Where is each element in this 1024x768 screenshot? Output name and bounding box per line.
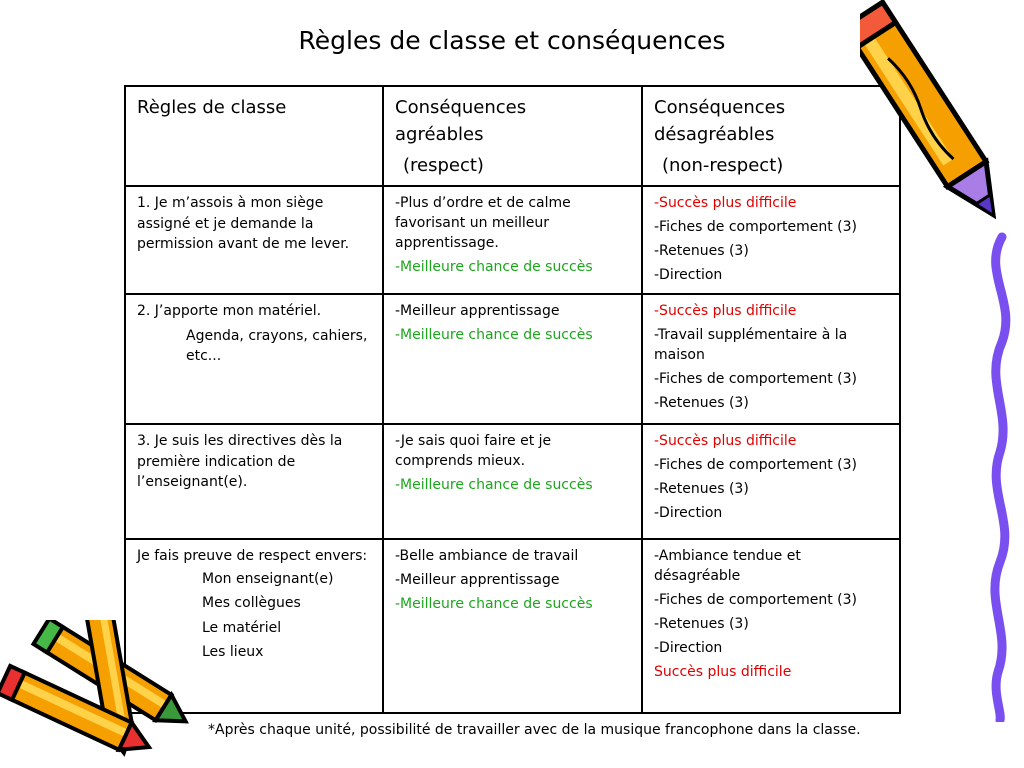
negative-cell: -Ambiance tendue et désagréable -Fiches de comportement (3) -Retenues (3) -Direction Succès plus difficile (642, 539, 900, 713)
header-negative: Conséquences désagréables (non-respect) (642, 86, 900, 186)
positive-cell: -Meilleur apprentissage -Meilleure chance de succès (383, 294, 642, 424)
table-row (125, 294, 900, 424)
pencils-clipart-bottom-left (0, 620, 200, 760)
table-row (125, 186, 900, 294)
rule-cell: 1. Je m’assois à mon siège assigné et je demande la permission avant de me lever. (125, 186, 383, 294)
header-rules: Règles de classe (125, 86, 383, 186)
negative-cell: -Succès plus difficile -Travail supplémentaire à la maison -Fiches de comportement (3) -Retenues (3) (642, 294, 900, 424)
positive-cell: -Belle ambiance de travail -Meilleur apprentissage -Meilleure chance de succès (383, 539, 642, 713)
rule-cell: 3. Je suis les directives dès la première indication de l’enseignant(e). (125, 424, 383, 539)
rules-table (124, 85, 901, 714)
page-title: Règles de classe et conséquences (298, 26, 726, 55)
squiggle-clipart (972, 232, 1024, 722)
table-header-row (125, 86, 900, 186)
footnote: *Après chaque unité, possibilité de travailler avec de la musique francophone dans la classe. (208, 722, 861, 738)
rule-cell: Je fais preuve de respect envers: Mon enseignant(e) Mes collègues Le matériel Les lieux (125, 539, 383, 713)
table-row (125, 539, 900, 713)
negative-cell: -Succès plus difficile -Fiches de comportement (3) -Retenues (3) -Direction (642, 186, 900, 294)
pencil-clipart-top-right (860, 0, 1024, 245)
positive-cell: -Je sais quoi faire et je comprends mieux. -Meilleure chance de succès (383, 424, 642, 539)
rule-cell: 2. J’apporte mon matériel. Agenda, crayons, cahiers, etc... (125, 294, 383, 424)
header-positive: Conséquences agréables (respect) (383, 86, 642, 186)
negative-cell: -Succès plus difficile -Fiches de comportement (3) -Retenues (3) -Direction (642, 424, 900, 539)
table-row (125, 424, 900, 539)
positive-cell: -Plus d’ordre et de calme favorisant un meilleur apprentissage. -Meilleure chance de succès (383, 186, 642, 294)
